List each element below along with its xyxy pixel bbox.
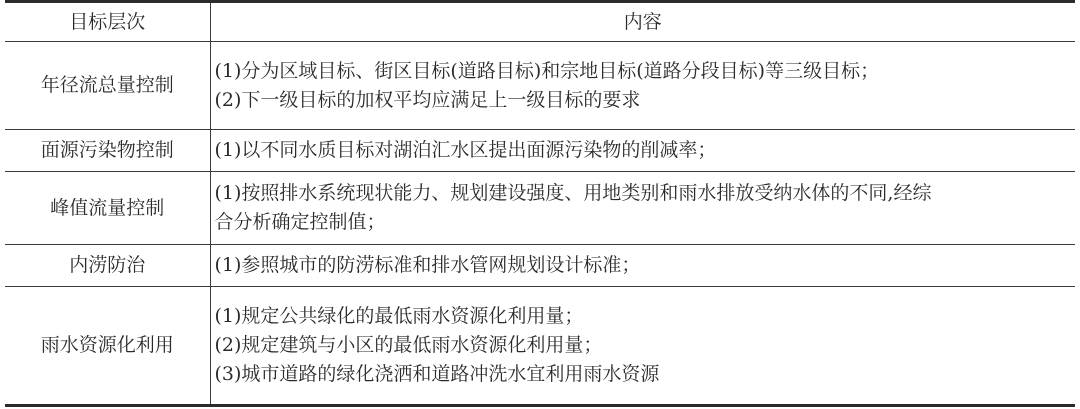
content-line: (1)规定公共绿化的最低雨水资源化利用量； (214, 305, 584, 327)
content-line: (1)按照排水系统现状能力、规划建设强度、用地类别和雨水排放受纳水体的不同,经综 (214, 182, 932, 204)
row-content-annual-runoff (210, 42, 1075, 130)
table-row (5, 172, 1075, 245)
row-level-peak-flow: 峰值流量控制 (5, 172, 210, 245)
row-content-peak-flow (210, 172, 1075, 245)
content-line: (2)下一级目标的加权平均应满足上一级目标的要求 (214, 88, 641, 111)
table-header-row (5, 2, 1075, 42)
row-level-rainwater-reuse: 雨水资源化利用 (5, 287, 210, 406)
content-line: (1)参照城市的防涝标准和排水管网规划设计标准； (214, 254, 641, 276)
content-line: (3)城市道路的绿化浇洒和道路冲洗水宜利用雨水资源 (214, 363, 660, 385)
content-line: 合分析确定控制值； (214, 211, 386, 233)
row-level-nonpoint-pollution: 面源污染物控制 (5, 130, 210, 172)
target-content-table (5, 0, 1075, 407)
row-level-annual-runoff: 年径流总量控制 (5, 42, 210, 130)
target-content-table-container (5, 0, 1075, 407)
content-line: (1)分为区域目标、街区目标(道路目标)和宗地目标(道路分段目标)等三级目标； (214, 59, 880, 82)
header-content: 内容 (210, 2, 1075, 42)
table-row (5, 245, 1075, 287)
row-content-rainwater-reuse (210, 287, 1075, 406)
content-line: (2)规定建筑与小区的最低雨水资源化利用量； (214, 334, 603, 356)
content-line: (1)以不同水质目标对湖泊汇水区提出面源污染物的削减率； (214, 139, 717, 161)
table-row (5, 42, 1075, 130)
row-content-nonpoint-pollution (210, 130, 1075, 172)
header-target-level: 目标层次 (5, 2, 210, 42)
table-row (5, 287, 1075, 406)
row-content-waterlogging (210, 245, 1075, 287)
table-row (5, 130, 1075, 172)
row-level-waterlogging: 内涝防治 (5, 245, 210, 287)
